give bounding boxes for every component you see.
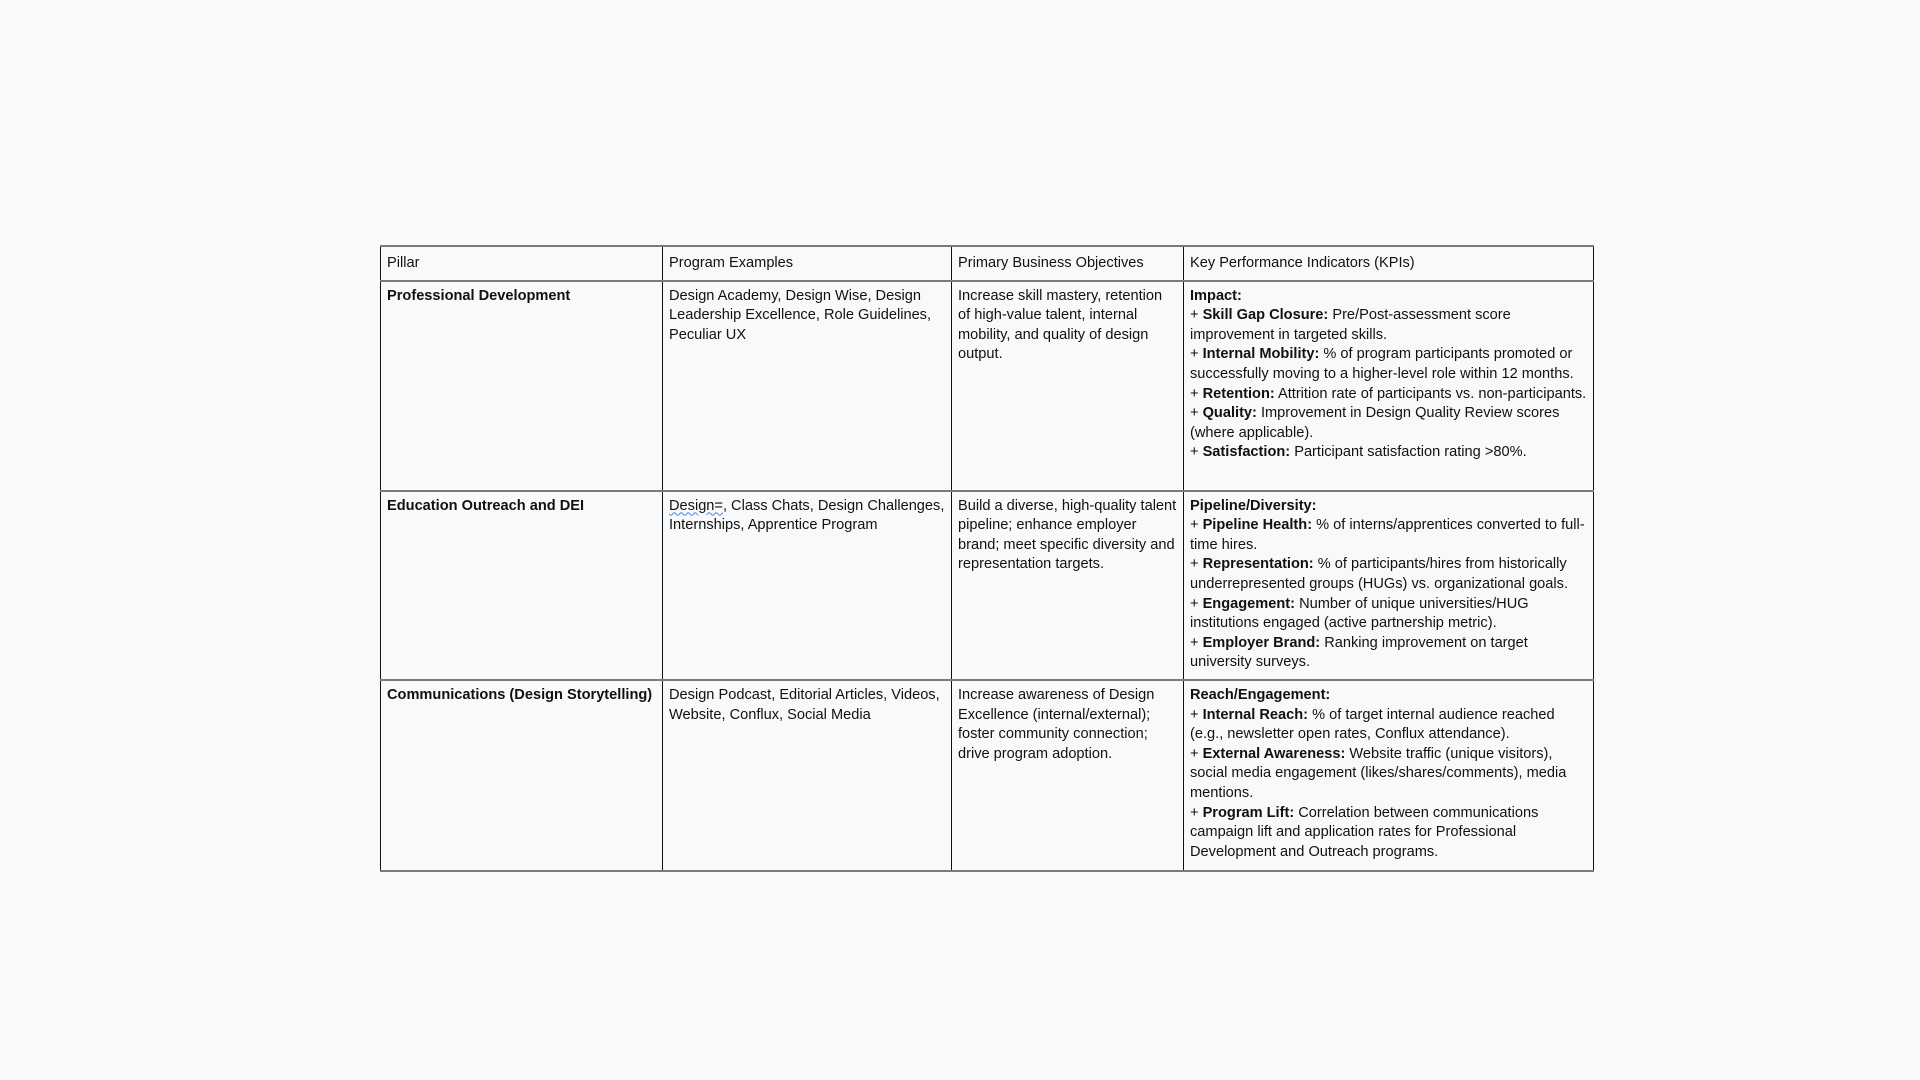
kpi-bullet: + [1190,444,1203,461]
table-row [381,680,1594,871]
kpi-label: Pipeline Health: [1202,517,1313,534]
kpi-item [1190,595,1587,634]
kpi-item [1190,634,1587,673]
kpi-text: Pre/Post-assessment score improvement in targeted skills. [1190,307,1511,343]
kpi-item [1190,443,1587,463]
program-examples-text: Design Podcast, Editorial Articles, Videos, Website, Conflux, Social Media [669,686,940,723]
objectives-text: Build a diverse, high-quality talent pipeline; enhance employer brand; meet specific diversity and representation targets. [958,497,1177,573]
objectives-cell[interactable] [952,491,1184,680]
kpi-bullet: + [1190,634,1203,651]
kpi-bullet: + [1190,385,1203,402]
program-examples-text: Design Academy, Design Wise, Design Leadership Excellence, Role Guidelines, Peculiar UX [669,287,932,343]
program-examples-cell[interactable] [663,491,952,680]
kpi-bullet: + [1190,346,1203,363]
kpi-bullet: + [1190,517,1203,534]
kpi-label: Program Lift: [1202,804,1295,821]
kpi-label: Internal Reach: [1202,706,1309,723]
objectives-text: Increase skill mastery, retention of high-value talent, internal mobility, and quality of design output. [958,287,1163,363]
kpi-text: Attrition rate of participants vs. non-participants. [1274,385,1587,402]
kpi-text: Improvement in Design Quality Review scores (where applicable). [1190,405,1560,441]
table-row [381,491,1594,680]
kpi-bullet: + [1190,745,1203,762]
objectives-text: Increase awareness of Design Excellence (internal/external); foster community connection; drive program adoption. [958,686,1155,762]
kpi-label: Satisfaction: [1202,444,1291,461]
kpi-bullet: + [1190,556,1203,573]
objectives-cell[interactable] [952,680,1184,871]
kpi-item [1190,706,1587,745]
kpi-text: Number of unique universities/HUG institutions engaged (active partnership metric). [1190,595,1529,632]
kpi-bullet: + [1190,706,1203,723]
kpi-label: Representation: [1202,556,1314,573]
kpi-item [1190,745,1587,804]
header-primary-business-objectives[interactable]: Primary Business Objectives [952,246,1184,281]
kpi-label: Retention: [1202,385,1275,402]
kpi-text: % of target internal audience reached (e.g., newsletter open rates, Conflux attendance). [1190,706,1555,743]
kpis-cell[interactable] [1184,680,1594,871]
pillar-cell[interactable] [381,680,663,871]
kpi-text: % of interns/apprentices converted to full-time hires. [1190,517,1585,553]
pillar-cell[interactable] [381,491,663,680]
kpi-bullet: + [1190,405,1203,422]
kpi-label: External Awareness: [1202,745,1346,762]
kpi-bullet: + [1190,595,1203,612]
kpi-text: % of program participants promoted or successfully moving to a higher-level role within 12 months. [1190,346,1574,382]
kpi-text: Participant satisfaction rating >80%. [1290,444,1527,461]
kpi-label: Skill Gap Closure: [1202,307,1329,324]
kpi-text: Ranking improvement on target university surveys. [1190,634,1528,671]
kpi-item [1190,306,1587,345]
kpi-heading: Impact: [1190,287,1242,304]
pillar-name: Education Outreach and DEI [387,497,585,514]
kpi-item [1190,404,1587,443]
kpi-item [1190,516,1587,555]
kpi-item [1190,804,1587,863]
objectives-cell[interactable] [952,281,1184,491]
program-examples-text: , Class Chats, Design Challenges, Internships, Apprentice Program [669,497,945,534]
kpi-heading: Reach/Engagement: [1190,686,1331,703]
kpi-item [1190,555,1587,594]
kpi-label: Quality: [1202,405,1257,422]
table-row [381,281,1594,491]
kpi-heading: Pipeline/Diversity: [1190,497,1317,514]
kpi-bullet: + [1190,804,1203,821]
kpi-bullet: + [1190,307,1203,324]
pillar-cell[interactable] [381,281,663,491]
kpis-cell[interactable] [1184,491,1594,680]
pillar-name: Professional Development [387,287,571,304]
header-pillar[interactable]: Pillar [381,246,663,281]
kpi-label: Engagement: [1202,595,1296,612]
kpi-item [1190,345,1587,384]
header-program-examples[interactable]: Program Examples [663,246,952,281]
table-header-row [381,246,1594,281]
kpi-text: Website traffic (unique visitors), social media engagement (likes/shares/comments), media mentions. [1190,745,1567,801]
program-examples-cell[interactable] [663,680,952,871]
kpis-cell[interactable] [1184,281,1594,491]
pillars-kpi-table [380,245,1594,872]
kpi-item [1190,385,1587,405]
header-kpis[interactable]: Key Performance Indicators (KPIs) [1184,246,1594,281]
kpi-text: Correlation between communications campaign lift and application rates for Professional Development and Outreach programs. [1190,804,1539,860]
kpi-label: Employer Brand: [1202,634,1321,651]
kpi-label: Internal Mobility: [1202,346,1320,363]
pillar-name: Communications (Design Storytelling) [387,686,653,703]
spellcheck-flagged-word[interactable]: Design= [669,497,723,514]
kpi-text: % of participants/hires from historically underrepresented groups (HUGs) vs. organizational goals. [1190,556,1569,592]
program-examples-cell[interactable] [663,281,952,491]
